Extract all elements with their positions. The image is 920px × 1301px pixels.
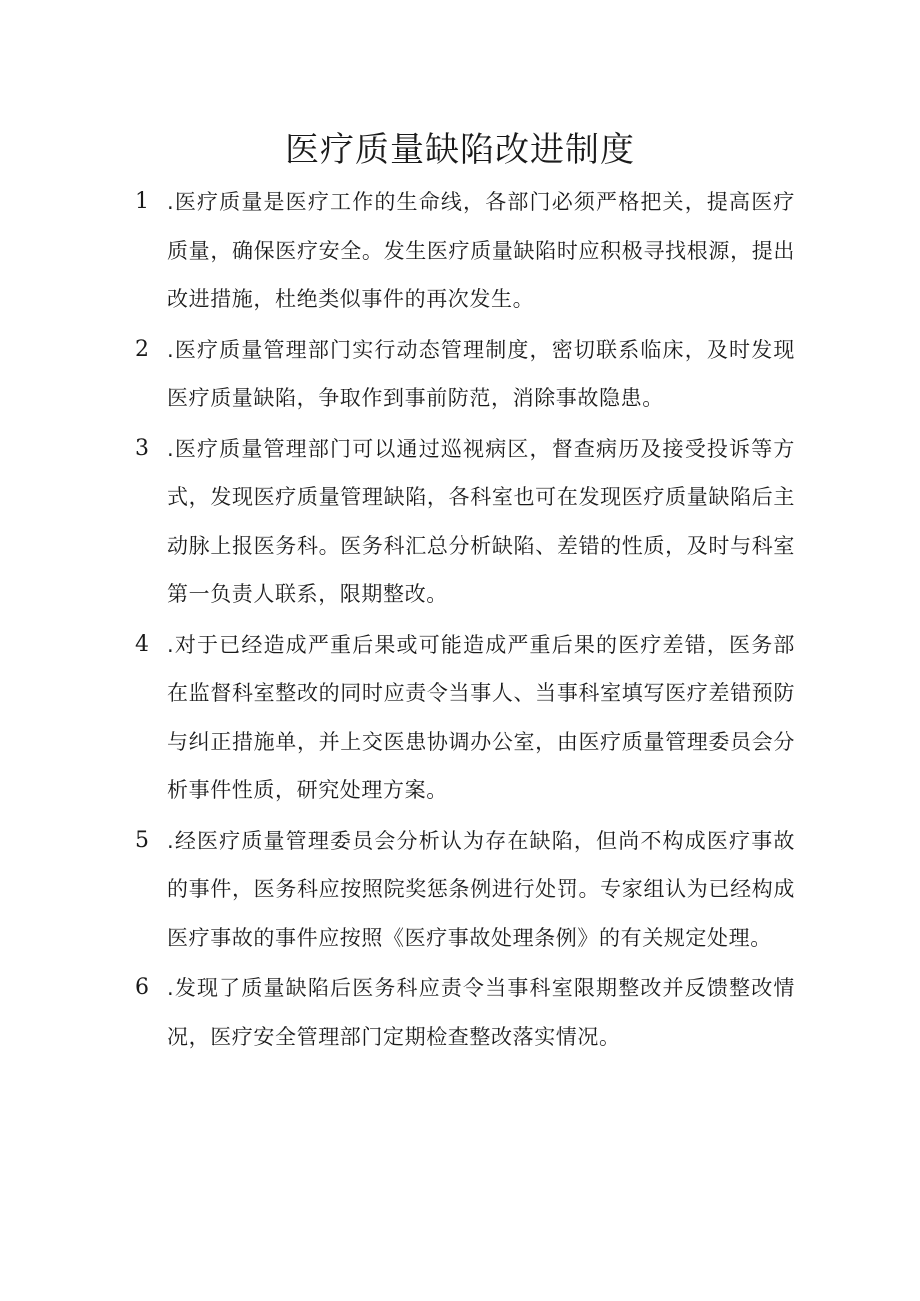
item-text: .对于已经造成严重后果或可能造成严重后果的医疗差错，医务部在监督科室整改的同时应责令当事人、当事科室填写医疗差错预防与纠正措施单，并上交医患协调办公室，由医疗质量管理委员会分析事件性质，研究处理方案。 bbox=[167, 632, 795, 802]
list-item bbox=[135, 178, 795, 324]
list-item bbox=[135, 621, 795, 815]
item-number: 6 bbox=[135, 975, 149, 1000]
item-text: .医疗质量管理部门可以通过巡视病区，督查病历及接受投诉等方式，发现医疗质量管理缺陷，各科室也可在发现医疗质量缺陷后主动脉上报医务科。医务科汇总分析缺陷、差错的性质，及时与科室第一负责人联系，限期整改。 bbox=[167, 436, 795, 606]
item-number: 4 bbox=[135, 631, 149, 657]
item-number: 2 bbox=[135, 336, 149, 362]
item-text: .经医疗质量管理委员会分析认为存在缺陷，但尚不构成医疗事故的事件，医务科应按照院奖惩条例进行处罚。专家组认为已经构成医疗事故的事件应按照《医疗事故处理条例》的有关规定处理。 bbox=[167, 828, 795, 950]
item-number: 5 bbox=[135, 827, 149, 853]
document-title: 医疗质量缺陷改进制度 bbox=[285, 130, 635, 170]
list-item bbox=[135, 964, 795, 1061]
item-text: .发现了质量缺陷后医务科应责令当事科室限期整改并反馈整改情况，医疗安全管理部门定期检查整改落实情况。 bbox=[167, 976, 795, 1049]
item-text: .医疗质量管理部门实行动态管理制度，密切联系临床，及时发现医疗质量缺陷，争取作到事前防范，消除事故隐患。 bbox=[167, 337, 795, 410]
item-number: 3 bbox=[135, 435, 149, 461]
item-number: 1 bbox=[135, 189, 149, 214]
list-item bbox=[135, 326, 795, 423]
list-item bbox=[135, 425, 795, 619]
regulation-list bbox=[135, 178, 795, 1063]
list-item bbox=[135, 817, 795, 963]
item-text: .医疗质量是医疗工作的生命线，各部门必须严格把关，提高医疗质量，确保医疗安全。发生医疗质量缺陷时应积极寻找根源，提出改进措施，杜绝类似事件的再次发生。 bbox=[167, 190, 795, 311]
